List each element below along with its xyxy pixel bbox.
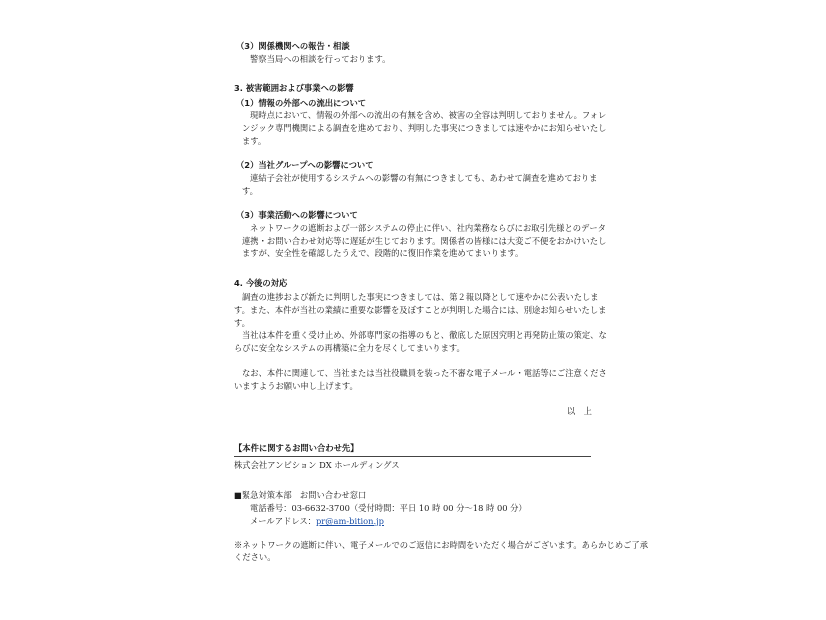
body-text: 当社は本件を重く受け止め、外部専門家の指導のもと、徹底した原因究明と再発防止策の策定、な <box>242 330 607 340</box>
body-text: ンジック専門機関による調査を進めており、判明した事実につきましては速やかにお知らせいたし <box>242 123 607 133</box>
contact-heading: 【本件に関するお問い合わせ先】 <box>234 443 359 453</box>
body-text: す。 <box>242 186 258 196</box>
body-text: ネットワークの遮断および一部システムの停止に伴い、社内業務ならびにお取引先様とのデータ <box>250 223 606 233</box>
section-heading: 4. 今後の対応 <box>234 278 288 288</box>
contact-phone: 電話番号：03-6632-3700（受付時間：平日 10 時 00 分〜18 時 00 分） <box>250 503 527 513</box>
body-text: ますが、安全性を確認したうえで、段階的に復旧作業を進めてまいります。 <box>242 248 524 258</box>
company-name: 株式会社アンビション DX ホールディングス <box>234 460 400 470</box>
section-heading: 3. 被害範囲および事業への影響 <box>234 83 354 93</box>
body-text: す。 <box>234 318 250 328</box>
body-text: す。また、本件が当社の業績に重要な影響を及ぼすことが判明した場合には、別途お知らせいたしま <box>234 305 607 315</box>
closing-mark: 以 上 <box>567 406 592 416</box>
body-text: 連携・お問い合わせ対応等に遅延が生じております。関係者の皆様には大変ご不便をおかけいたし <box>242 236 607 246</box>
footnote: ※ネットワークの遮断に伴い、電子メールでのご返信にお時間をいただく場合がございます。あらかじめご了承 <box>234 540 649 550</box>
divider <box>234 456 591 457</box>
subsection-heading: （2）当社グループへの影響について <box>236 160 374 170</box>
body-text: 警察当局への相談を行っております。 <box>250 54 391 64</box>
subsection-heading: （1）情報の外部への流出について <box>236 98 367 108</box>
email-label: メールアドレス： <box>250 516 316 526</box>
email-link[interactable]: pr@am-bition.jp <box>315 516 384 526</box>
contact-desk: ■緊急対策本部 お問い合わせ窓口 <box>234 490 367 500</box>
subsection-heading: （3）事業活動への影響について <box>236 210 358 220</box>
contact-email-row <box>250 516 384 527</box>
body-text: なお、本件に関連して、当社または当社役職員を装った不審な電子メール・電話等にご注意くださ <box>242 368 607 378</box>
body-text: らびに安全なシステムの再構築に全力を尽くしてまいります。 <box>234 343 465 353</box>
body-text: 連結子会社が使用するシステムへの影響の有無につきましても、あわせて調査を進めておりま <box>250 173 598 183</box>
footnote: ください。 <box>234 552 276 562</box>
body-text: 調査の進捗および新たに判明した事実につきましては、第２報以降として速やかに公表いたしま <box>242 292 599 302</box>
body-text: ます。 <box>242 136 267 146</box>
body-text: いますようお願い申し上げます。 <box>234 381 358 391</box>
body-text: 現時点において、情報の外部への流出の有無を含め、被害の全容は判明しておりません。フォレ <box>250 110 607 120</box>
subsection-heading: （3）関係機関への報告・相談 <box>236 41 350 51</box>
